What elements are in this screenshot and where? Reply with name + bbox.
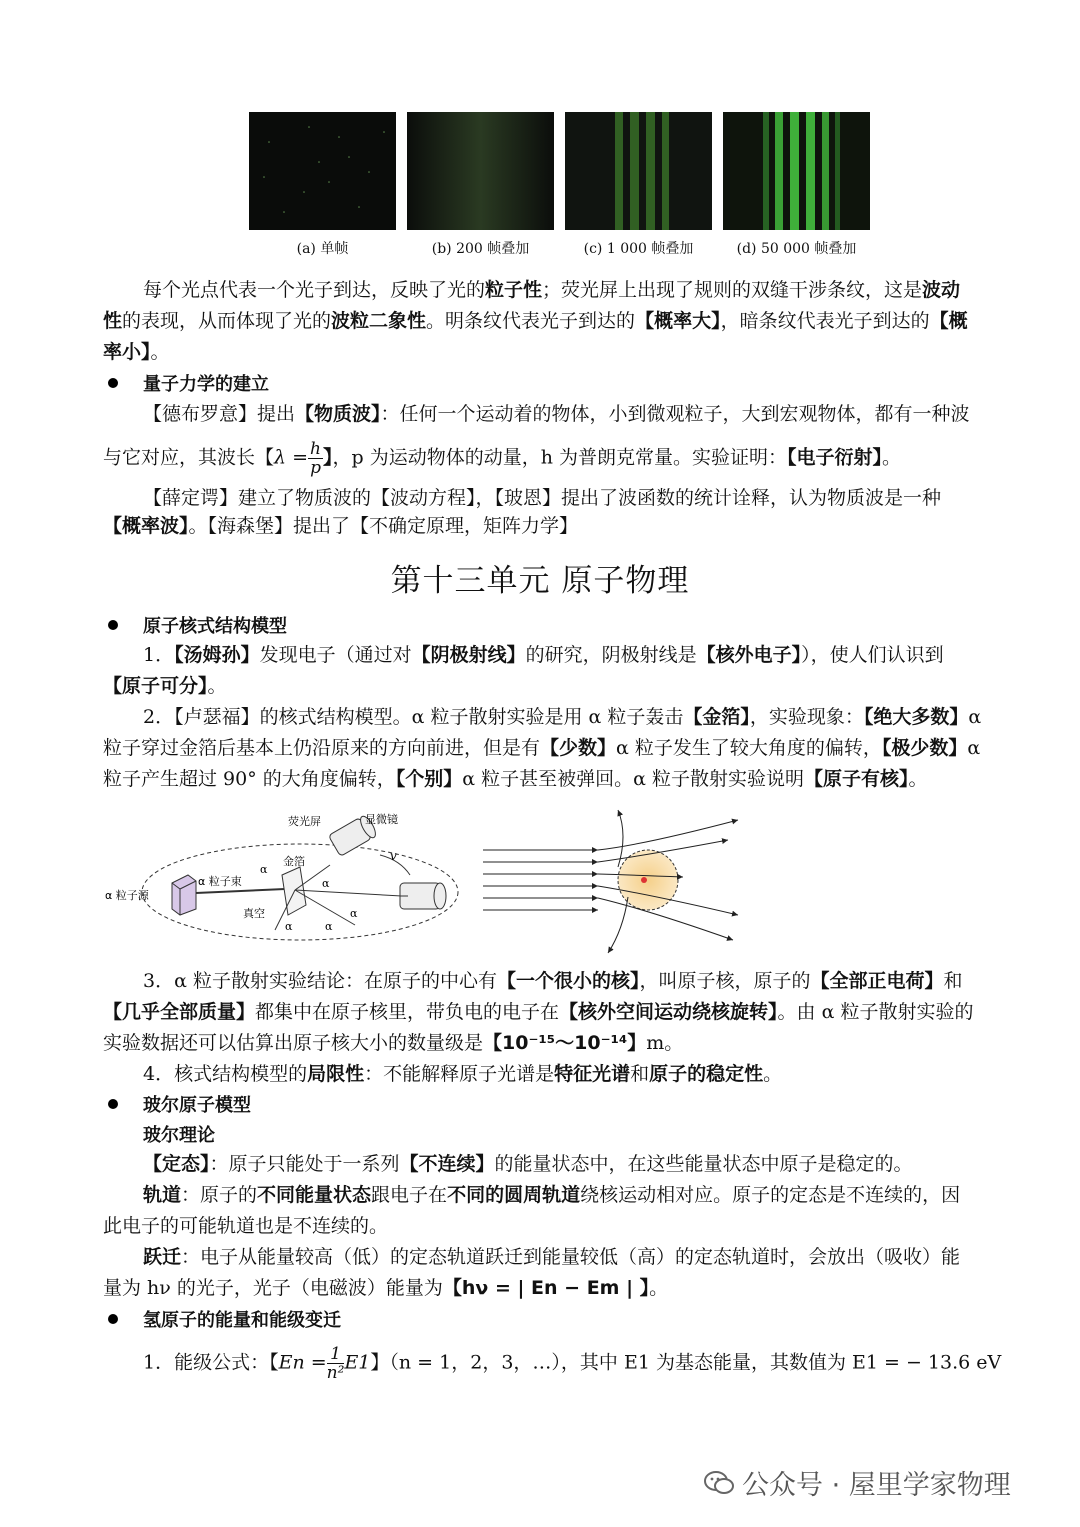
- heading-bohr: 玻尔原子模型: [143, 1095, 251, 1116]
- nucleus-s2-line2: 粒子穿过金箔后基本上仍沿原来的方向前进，但是有【少数】α 粒子发生了较大角度的偏转，【极少数】α: [103, 737, 981, 759]
- caption-b: (b) 200 帧叠加: [431, 241, 530, 257]
- frame-1000-image: [565, 112, 712, 230]
- frame-1000: [565, 112, 712, 230]
- p1-line3: 率小】。: [103, 341, 170, 363]
- bullet-qm: [108, 378, 118, 388]
- watermark-text: 公众号 · 屋里学家物理: [742, 1470, 1011, 1501]
- bohr-orbit-line2: 此电子的可能轨道也是不连续的。: [103, 1215, 389, 1237]
- qm-line4: 【概率波】。【海森堡】提出了【不确定原理，矩阵力学】: [103, 515, 579, 537]
- heading-hydrogen: 氢原子的能量和能级变迁: [143, 1310, 341, 1331]
- label-alpha-2: α: [322, 877, 330, 890]
- label-beam: α 粒子束: [198, 875, 242, 888]
- label-v: v: [390, 849, 397, 863]
- alpha-beam-line: [196, 889, 285, 893]
- label-microscope: 显微镜: [365, 813, 398, 826]
- alpha-source-box: [172, 875, 196, 915]
- wechat-icon: [704, 1470, 734, 1496]
- interference-figure: [249, 112, 869, 232]
- bullet-hydrogen: [108, 1314, 118, 1324]
- lambda-fraction: $\frac{h}{p}$: [310, 439, 321, 478]
- conclusion-s4: 4．核式结构模型的局限性：不能解释原子光谱是特征光谱和原子的稳定性。: [143, 1063, 783, 1085]
- label-alpha-4: α: [325, 920, 333, 933]
- caption-a: (a) 单帧: [296, 241, 349, 257]
- nucleus-s2-line1: 2．【卢瑟福】的核式结构模型。α 粒子散射实验是用 α 粒子轰击【金箔】，实验现象：【绝大多数】α: [143, 706, 982, 728]
- label-alpha-1: α: [260, 863, 268, 876]
- nucleus-s1-line1: 1．【汤姆孙】发现电子（通过对【阴极射线】的研究，阴极射线是【核外电子】），使人们认识到: [143, 644, 944, 666]
- frame-50000-image: [723, 112, 870, 230]
- qm-line3: 【薛定谔】建立了物质波的【波动方程】，【玻恩】提出了波函数的统计诠释，认为物质波是一种: [143, 487, 942, 509]
- bullet-bohr: [108, 1099, 118, 1109]
- p1-line1: 每个光点代表一个光子到达，反映了光的粒子性；荧光屏上出现了规则的双缝干涉条纹，这是波动: [143, 279, 961, 301]
- caption-c: (c) 1 000 帧叠加: [583, 241, 694, 257]
- nucleus-dot: [641, 877, 647, 883]
- energy-fraction: $\frac{1}{\text{n²}}$: [326, 1344, 345, 1383]
- conclusion-s3-line3: 实验数据还可以估算出原子核大小的数量级是【10⁻¹⁵～10⁻¹⁴】m。: [103, 1032, 684, 1054]
- frame-50000: [723, 112, 870, 230]
- label-screen: 荧光屏: [288, 815, 321, 828]
- nucleus-s1-line2: 【原子可分】。: [103, 675, 227, 697]
- hydrogen-formula: 1．能级公式：【En = $\frac{1}{\text{n²}}$ E1】（n = 1，2，3，…），其中 E1 为基态能量，其数值为 E1 = − 13.6 eV: [143, 1344, 1002, 1383]
- scattering-apparatus-diagram: [100, 805, 460, 955]
- p1-line2: 性的表现，从而体现了光的波粒二象性。明条纹代表光子到达的【概率大】，暗条纹代表光子到达的【概: [103, 310, 968, 332]
- label-foil: 金箔: [283, 855, 305, 868]
- microscope-right: [400, 883, 446, 909]
- scattering-trajectories-diagram: [478, 805, 748, 955]
- bullet-nucleus: [108, 620, 118, 630]
- label-vacuum: 真空: [243, 907, 265, 920]
- alpha-trajectories: [483, 810, 738, 953]
- qm-line1: 【德布罗意】提出【物质波】：任何一个运动着的物体，小到微观粒子，大到宏观物体，都有一种波: [143, 403, 970, 425]
- unit-title: 第十三单元 原子物理: [390, 563, 690, 599]
- label-source: α 粒子源: [105, 889, 149, 902]
- conclusion-s3-line2: 【几乎全部质量】都集中在原子核里，带负电的电子在【核外空间运动绕核旋转】。由 α 粒子散射实验的: [103, 1001, 974, 1023]
- frame-single-image: [249, 112, 396, 230]
- nucleus-s2-line3: 粒子产生超过 90° 的大角度偏转，【个别】α 粒子甚至被弹回。α 粒子散射实验说明【原子有核】。: [103, 768, 928, 790]
- frame-single: [249, 112, 396, 230]
- label-alpha-3: α: [350, 907, 358, 920]
- frame-200-image: [407, 112, 554, 230]
- caption-d: (d) 50 000 帧叠加: [736, 241, 857, 257]
- bohr-transition-line1: 跃迁：电子从能量较高（低）的定态轨道跃迁到能量较低（高）的定态轨道时，会放出（吸收）能: [143, 1246, 961, 1268]
- conclusion-s3-line1: 3．α 粒子散射实验结论：在原子的中心有【一个很小的核】，叫原子核，原子的【全部正电荷】和: [143, 970, 963, 992]
- subheading-bohr-theory: 玻尔理论: [143, 1125, 215, 1146]
- bohr-stationary: 【定态】：原子只能处于一系列【不连续】的能量状态中，在这些能量状态中原子是稳定的。: [143, 1153, 913, 1175]
- frame-200: [407, 112, 554, 230]
- bohr-transition-line2: 量为 hν 的光子，光子（电磁波）能量为【hν = | En − Em | 】。: [103, 1277, 669, 1299]
- heading-qm: 量子力学的建立: [143, 374, 269, 395]
- qm-line2: 与它对应，其波长【λ = $\frac{h}{p}$ 】，p 为运动物体的动量，h 为普朗克常量。实验证明：【电子衍射】。: [103, 439, 902, 478]
- bohr-orbit-line1: 轨道：原子的不同能量状态跟电子在不同的圆周轨道绕核运动相对应。原子的定态是不连续的，因: [143, 1184, 961, 1206]
- heading-nucleus: 原子核式结构模型: [143, 616, 287, 637]
- label-alpha-5: α: [285, 920, 293, 933]
- watermark: [704, 1463, 1011, 1502]
